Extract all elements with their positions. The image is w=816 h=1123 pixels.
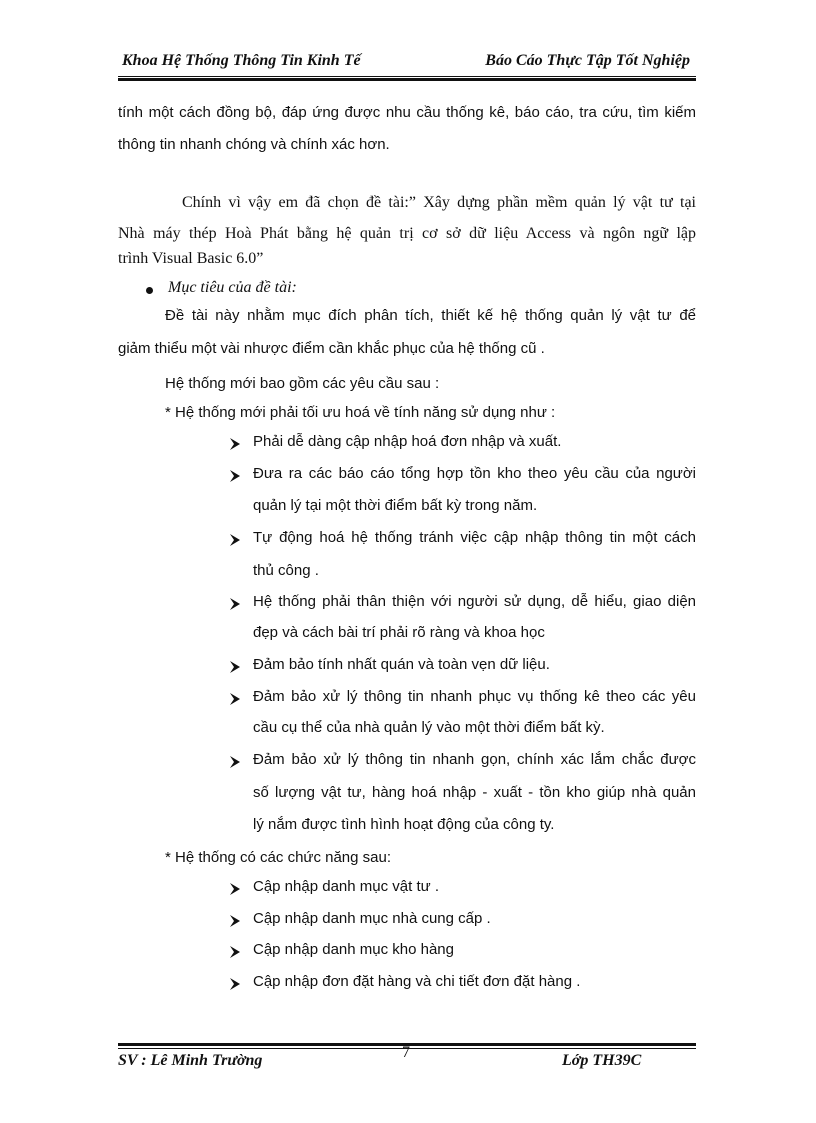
arrowhead-bullet-icon — [228, 597, 242, 611]
p3-line2: giảm thiểu một vài nhược điểm cần khắc phục của hệ thống cũ . — [118, 340, 545, 357]
function-3: Cập nhập danh mục kho hàng — [253, 941, 454, 958]
requirement-4-line2: đẹp và cách bài trí phải rõ ràng và khoa học — [253, 624, 545, 641]
p4: Hệ thống mới bao gồm các yêu cầu sau : — [165, 375, 440, 392]
p1-line1: tính một cách đồng bộ, đáp ứng được nhu cầu thống kê, báo cáo, tra cứu, tìm kiếm — [118, 104, 696, 121]
p1-line2: thông tin nhanh chóng và chính xác hơn. — [118, 136, 390, 153]
bullet-icon — [146, 287, 153, 294]
p3-line1: Đề tài này nhằm mục đích phân tích, thiết kế hệ thống quản lý vật tư để — [165, 307, 696, 324]
arrowhead-bullet-icon — [228, 533, 242, 547]
arrowhead-bullet-icon — [228, 660, 242, 674]
header-faculty: Khoa Hệ Thống Thông Tin Kinh Tế — [122, 52, 361, 69]
objective-heading: Mục tiêu của đề tài: — [168, 279, 297, 296]
requirement-7-line2: số lượng vật tư, hàng hoá nhập - xuất - tồn kho giúp nhà quản — [253, 784, 696, 801]
arrowhead-bullet-icon — [228, 692, 242, 706]
footer-student: SV : Lê Minh Trường — [118, 1052, 263, 1069]
function-4: Cập nhập đơn đặt hàng và chi tiết đơn đặt hàng . — [253, 973, 581, 990]
p5: * Hệ thống mới phải tối ưu hoá về tính năng sử dụng như : — [165, 404, 556, 421]
header-report-title: Báo Cáo Thực Tập Tốt Nghiệp — [485, 52, 690, 69]
arrowhead-bullet-icon — [228, 755, 242, 769]
requirement-7-line1: Đảm bảo xử lý thông tin nhanh gọn, chính xác lắm chắc được — [253, 751, 696, 768]
footer-class: Lớp TH39C — [562, 1052, 642, 1069]
requirement-3-line1: Tự động hoá hệ thống tránh việc cập nhập thông tin một cách — [253, 529, 696, 546]
header-rule-thin — [118, 76, 696, 77]
arrowhead-bullet-icon — [228, 469, 242, 483]
requirement-6-line1: Đảm bảo xử lý thông tin nhanh phục vụ thống kê theo các yêu — [253, 688, 696, 705]
arrowhead-bullet-icon — [228, 914, 242, 928]
requirement-1: Phải dễ dàng cập nhập hoá đơn nhập và xuất. — [253, 433, 562, 450]
requirement-2-line2: quản lý tại một thời điểm bất kỳ trong năm. — [253, 497, 538, 514]
arrowhead-bullet-icon — [228, 945, 242, 959]
requirement-7-line3: lý nắm được tình hình hoạt động của công ty. — [253, 816, 555, 833]
function-2: Cập nhập danh mục nhà cung cấp . — [253, 910, 491, 927]
p2-line1: Chính vì vậy em đã chọn đề tài:” Xây dựng phần mềm quản lý vật tư tại — [182, 194, 696, 211]
requirement-3-line2: thủ công . — [253, 562, 319, 579]
p2-line2: Nhà máy thép Hoà Phát bằng hệ quản trị cơ sở dữ liệu Access và ngôn ngữ lập — [118, 225, 696, 242]
page-header — [118, 50, 696, 74]
requirement-4-line1: Hệ thống phải thân thiện với người sử dụng, dễ hiểu, giao diện — [253, 593, 696, 610]
arrowhead-bullet-icon — [228, 882, 242, 896]
header-rule-thick — [118, 78, 696, 81]
function-1: Cập nhập danh mục vật tư . — [253, 878, 439, 895]
p6: * Hệ thống có các chức năng sau: — [165, 849, 392, 866]
arrowhead-bullet-icon — [228, 977, 242, 991]
requirement-2-line1: Đưa ra các báo cáo tổng hợp tồn kho theo yêu cầu của người — [253, 465, 696, 482]
page-footer — [118, 1044, 696, 1076]
p2-line3: trình Visual Basic 6.0” — [118, 250, 264, 267]
requirement-5: Đảm bảo tính nhất quán và toàn vẹn dữ liệu. — [253, 656, 550, 673]
arrowhead-bullet-icon — [228, 437, 242, 451]
requirement-6-line2: cầu cụ thể của nhà quản lý vào một thời điểm bất kỳ. — [253, 719, 605, 736]
page-number: 7 — [402, 1044, 410, 1061]
